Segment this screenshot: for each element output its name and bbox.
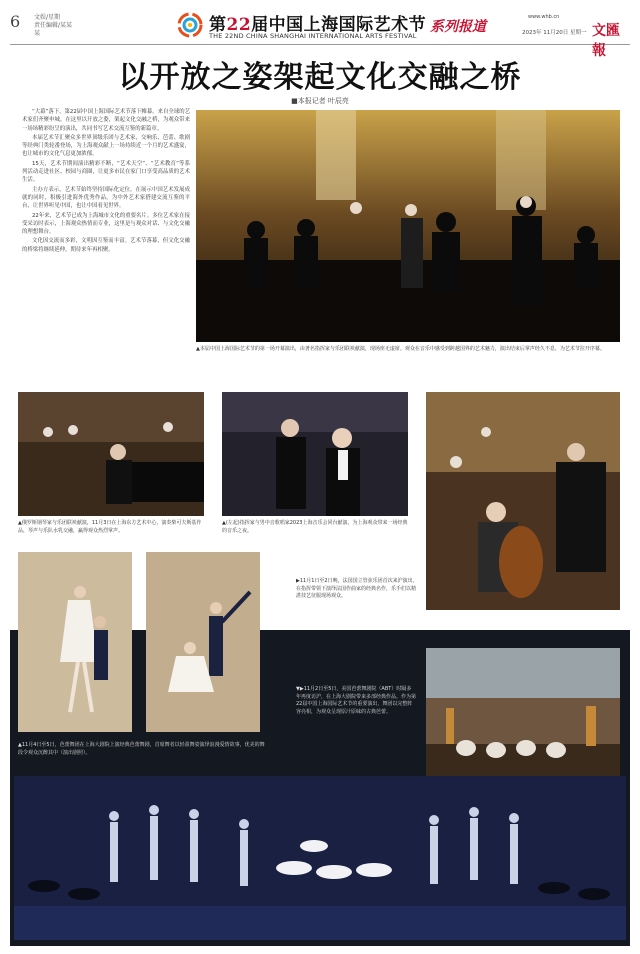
masthead: [10, 8, 630, 59]
ballet-pair-caption: ▲11月4日至5日，芭蕾舞团在上海大剧院上演经典芭蕾舞剧，首席舞者以轻盈舞姿演绎浪漫爱情故事，优美的舞段令观众沉醉其中（演出剧照）。: [18, 742, 265, 756]
ballet-pair-photo-right: [146, 552, 260, 732]
ballet-pair-right-image: [146, 552, 260, 732]
body-paragraph: 15天，艺术节期间演出精彩不断，“艺术天空”、“艺术教育”等系列活动走进社区、校园与商圈，让更多市民在家门口享受高品质的艺术生活。: [22, 160, 190, 184]
section-line: 文娱/星期: [34, 14, 61, 21]
article-body: [22, 108, 190, 255]
opera-caption: ▼▶11月2日至5日，美国芭蕾舞剧院（ABT）时隔多年再度访沪，在上海大剧院带来多部经典作品。作为第22届中国上海国际艺术节的重要演出，舞团以完整阵容亮相，为观众呈现原汁原味的古典芭蕾。: [296, 686, 417, 715]
body-paragraph: 22年来，艺术节已成为上海城市文化的重要名片。多位艺术家在接受采访时表示，上海观众热情而专业，这里是与观众对话、与文化交融的理想舞台。: [22, 212, 190, 236]
body-paragraph: “大幕”落下，第22届中国上海国际艺术节落下帷幕。来自全球的艺术家们齐聚申城，在这里以开放之姿，架起文化交融之桥，为观众带来一场场精彩纷呈的演出，共同书写艺术交流互鉴的新篇章。: [22, 109, 190, 132]
corps-de-ballet-image: [14, 776, 626, 940]
ballet-pair-photo-left: [18, 552, 132, 732]
section-line: 责任编辑/某某某: [34, 22, 73, 37]
conductor-singer-photo: [222, 392, 408, 516]
body-paragraph: 文化因交流而多彩，文明因互鉴而丰富。艺术节落幕，但文化交融的桥梁将继续延伸，期待来年再相聚。: [22, 238, 190, 253]
pianist-caption: ▲俄罗斯钢琴家与乐团联袂献演，11月3日在上海东方艺术中心，演奏柴可夫斯基作品，琴声与乐队水乳交融，赢得观众热烈掌声。: [18, 520, 202, 534]
body-paragraph: 本届艺术节汇聚众多世界顶级乐团与艺术家，交响乐、芭蕾、歌剧等经典门类轮番登场，为上海观众献上一场持续近一个月的艺术盛宴，也让城市的文化气息更加浓郁。: [22, 134, 190, 158]
body-paragraph: 主办方表示，艺术节始终坚持国际化定位，在展示中国艺术发展成就的同时，积极引进海外优秀作品，为中外艺术家搭建交流互鉴的平台，让世界听见中国，也让中国看见世界。: [22, 186, 190, 210]
opera-photo-image: [426, 648, 620, 776]
pianist-photo-image: [18, 392, 204, 516]
newspaper-name: 文匯報: [592, 23, 620, 59]
page-number: 6: [10, 12, 21, 31]
series-label: 系列报道: [430, 19, 486, 35]
corps-de-ballet-photo: [14, 776, 626, 940]
website: www.whb.cn: [528, 14, 560, 20]
pianist-photo: [18, 392, 204, 516]
festival-number: 22: [226, 15, 252, 35]
orchestra-photo-image: [196, 110, 620, 342]
festival-logo-icon: [175, 10, 205, 40]
festival-title-pre: 第: [209, 15, 227, 35]
main-photo-caption: ▲本届中国上海国际艺术节的第一场开幕演出，由著名指挥家与乐团联袂献演，现场座无虚席。观众在音乐中感受到跨越国界的艺术魅力，演出结束后掌声经久不息，为艺术节拉开序幕。: [196, 346, 605, 352]
cello-photo-image: [426, 392, 620, 610]
orchestra-photo: [196, 110, 620, 342]
opera-photo: [426, 648, 620, 776]
festival-title-english: THE 22ND CHINA SHANGHAI INTERNATIONAL ARTS FESTIVAL: [209, 32, 417, 40]
cello-caption: ▶11月1日至2日晚，法国国立管弦乐团首次来沪演出，在指挥带领下演绎法国作曲家的经典名作，乐手们以精湛技艺征服现场观众。: [296, 578, 418, 599]
festival-title-post: 届中国上海国际艺术节: [251, 15, 427, 35]
ballet-pair-left-image: [18, 552, 132, 732]
issue-date: 2023年 11月20日 星期一: [522, 30, 587, 36]
conductor-singer-photo-image: [222, 392, 408, 516]
conductor-singer-caption: ▲(左起)指挥家与男中音歌唱家2023上海音乐会同台献演，为上海观众带来一场经典的音乐之夜。: [222, 520, 408, 534]
headline: 以开放之姿架起文化交融之桥: [118, 60, 522, 95]
cello-photo: [426, 392, 620, 610]
byline: ■本报记者 叶辰亮: [291, 97, 349, 105]
section-label: [34, 14, 74, 38]
